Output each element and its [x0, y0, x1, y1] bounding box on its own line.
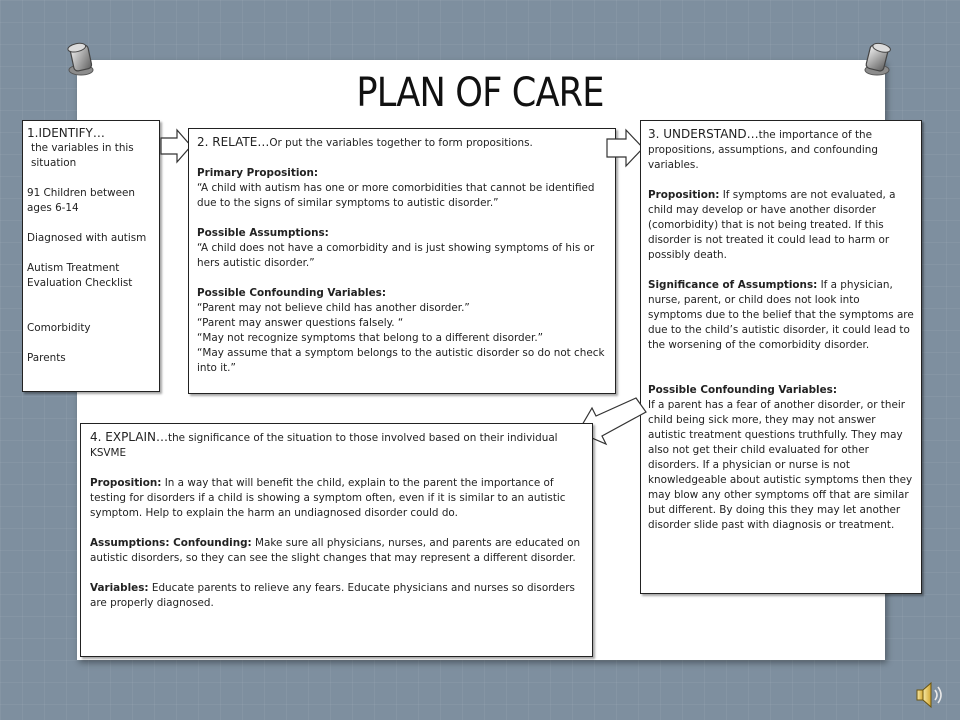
confounding-line: “Parent may answer questions falsely. “ [197, 317, 404, 329]
explain-variables-text: Educate parents to relieve any fears. Educate physicians and nurses so disorders are properly diagnosed. [90, 582, 575, 609]
understand-heading: 3. UNDERSTAND… [648, 127, 759, 141]
explain-assumptions-label: Assumptions: Confounding: [90, 537, 252, 549]
confounding-line: “May not recognize symptoms that belong to a different disorder.” [197, 332, 544, 344]
confounding-line: “May assume that a symptom belongs to the autistic disorder so do not check into it.” [197, 347, 605, 374]
explain-proposition-label: Proposition: [90, 477, 162, 489]
relate-heading: 2. RELATE… [197, 135, 270, 149]
understand-heading-rest: the importance of the propositions, assumptions, and confounding variables. [648, 129, 878, 171]
explain-heading-rest: the significance of the situation to those involved based on their individual KSVME [90, 432, 558, 459]
understand-proposition-text: If symptoms are not evaluated, a child may develop or have another disorder (comorbidity) that is not being treated. If this disorder is not treated it could lead to harm or possibly death. [648, 189, 896, 261]
understand-confounding-label: Possible Confounding Variables: [648, 384, 837, 396]
confounding-line: “Parent may not believe child has another disorder.” [197, 302, 470, 314]
primary-proposition-text: “A child with autism has one or more comorbidities that cannot be identified due to the signs of similar symptoms to autistic disorder.” [197, 182, 595, 209]
confounding-variables-label: Possible Confounding Variables: [197, 287, 386, 299]
explain-heading: 4. EXPLAIN… [90, 430, 168, 444]
identify-intro: the variables in this situation [31, 142, 134, 169]
identify-item: Autism Treatment Evaluation Checklist [27, 262, 133, 289]
relate-box [188, 128, 616, 394]
identify-box [22, 120, 160, 392]
right-arrow-icon [606, 128, 644, 168]
identify-item: Parents [27, 352, 66, 364]
significance-label: Significance of Assumptions: [648, 279, 818, 291]
speaker-icon[interactable] [914, 680, 944, 710]
identify-item: 91 Children between ages 6-14 [27, 187, 135, 214]
possible-assumptions-label: Possible Assumptions: [197, 227, 329, 239]
primary-proposition-label: Primary Proposition: [197, 167, 319, 179]
understand-confounding-text: If a parent has a fear of another disorder, or their child being sick more, they may not answer autistic treatment questions truthfully. They may also not get their child evaluated for other disorders. If a physician or nurse is not knowledgeable about autistic symptoms then they may blow any other symptoms off that are similar but different. By doing this they may let another disorder slide past with diagnosis or treatment. [648, 399, 913, 531]
identify-item: Comorbidity [27, 322, 91, 334]
explain-assumptions-text: Make sure all physicians, nurses, and parents are educated on autistic disorders, so they can see the slight changes that may represent a different disorder. [90, 537, 581, 564]
explain-proposition-text: In a way that will benefit the child, explain to the parent the importance of testing for disorders if a child is showing a symptom often, even if it is similar to an autistic symptom. Help to explain the harm an undiagnosed disorder could do. [90, 477, 566, 519]
relate-heading-rest: Or put the variables together to form propositions. [269, 137, 533, 149]
identify-item: Diagnosed with autism [27, 232, 147, 244]
understand-box [640, 120, 922, 594]
understand-proposition-label: Proposition: [648, 189, 720, 201]
possible-assumptions-text: “A child does not have a comorbidity and is just showing symptoms of his or hers autistic disorder.” [197, 242, 595, 269]
explain-variables-label: Variables: [90, 582, 149, 594]
significance-text: If a physician, nurse, parent, or child does not look into symptoms due to the belief that the symptoms are due to the child’s autistic disorder, it could lead to the worsening of the comorbidity disorder. [648, 279, 914, 351]
slide-title: PLAN OF CARE [356, 70, 604, 116]
explain-box [80, 423, 593, 657]
identify-heading: 1.IDENTIFY… [27, 126, 105, 140]
